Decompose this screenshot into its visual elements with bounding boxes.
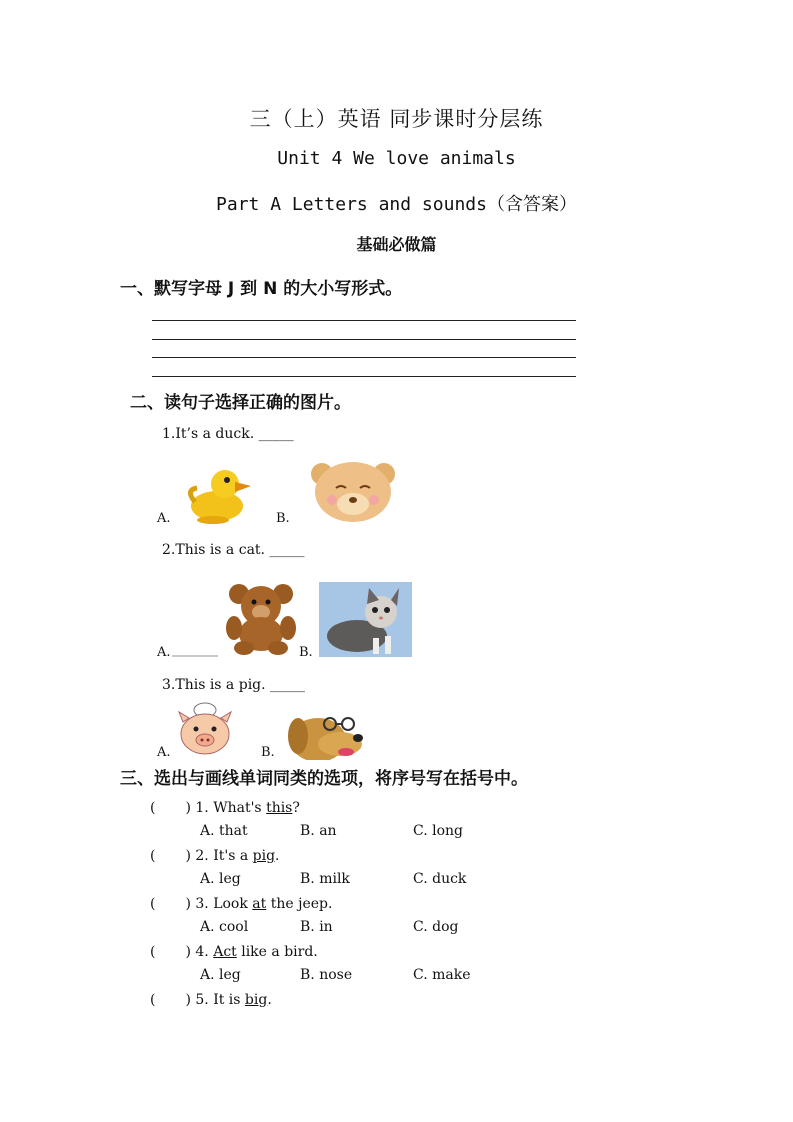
writing-line[interactable] [152, 339, 576, 340]
answer-option-c[interactable]: C. duck [413, 871, 467, 887]
level-title: 基础必做篇 [356, 235, 437, 254]
dog-photo[interactable] [284, 706, 366, 760]
question-1: 1.It’s a duck. _____ [162, 426, 294, 442]
choice-question [150, 896, 332, 912]
part-title [0, 190, 793, 216]
writing-line[interactable] [152, 357, 576, 358]
answer-paren-close: ) [185, 992, 191, 1008]
option-a-label: A. [157, 511, 171, 526]
answer-option-a[interactable]: A. cool [200, 919, 249, 935]
choice-question [150, 944, 318, 960]
question-prefix: 1. What's [195, 800, 267, 816]
answer-option-b[interactable]: B. an [300, 823, 337, 839]
answer-option-c[interactable]: C. long [413, 823, 463, 839]
question-prefix: 4. [195, 944, 214, 960]
answer-option-b[interactable]: B. nose [300, 967, 353, 983]
divider [172, 655, 218, 657]
kitten-photo[interactable] [319, 582, 412, 657]
question-suffix: like a bird. [236, 944, 318, 960]
answer-option-a[interactable]: A. leg [200, 871, 241, 887]
option-b-label: B. [276, 511, 290, 526]
bear-cartoon-image[interactable] [308, 456, 398, 524]
pig-cartoon-image[interactable] [175, 700, 235, 758]
question-suffix: . [275, 848, 280, 864]
answer-paren-close: ) [185, 944, 191, 960]
question-3: 3.This is a pig. _____ [162, 677, 306, 693]
underlined-word: pig [252, 848, 276, 864]
underlined-word: at [252, 896, 267, 912]
answer-option-a[interactable]: A. leg [200, 967, 241, 983]
answer-paren-open[interactable]: ( [150, 800, 156, 816]
question-suffix: . [267, 992, 272, 1008]
question-prefix: 3. Look [195, 896, 253, 912]
question-suffix: the jeep. [266, 896, 333, 912]
question-suffix: ? [292, 800, 300, 816]
answer-paren-open[interactable]: ( [150, 896, 156, 912]
question-prefix: 2. It's a [195, 848, 253, 864]
answer-option-b[interactable]: B. in [300, 919, 333, 935]
answer-option-b[interactable]: B. milk [300, 871, 350, 887]
underlined-word: this [266, 800, 293, 816]
section3-title: 三、选出与画线单词同类的选项，将序号写在括号中。 [120, 769, 528, 789]
part-label: Part A Letters and sounds [216, 194, 487, 215]
question-2: 2.This is a cat. _____ [162, 542, 305, 558]
option-a-label: A. [157, 645, 171, 660]
underlined-word: big [244, 992, 268, 1008]
writing-line[interactable] [152, 376, 576, 377]
answer-paren-close: ) [185, 896, 191, 912]
answer-option-c[interactable]: C. dog [413, 919, 459, 935]
option-b-label: B. [261, 745, 275, 760]
section1-title: 一、默写字母 J 到 N 的大小写形式。 [120, 279, 403, 299]
answer-paren-open[interactable]: ( [150, 992, 156, 1008]
answer-paren-open[interactable]: ( [150, 944, 156, 960]
writing-line[interactable] [152, 320, 576, 321]
answer-paren-close: ) [185, 800, 191, 816]
unit-title: Unit 4 We love animals [277, 148, 516, 169]
answer-option-c[interactable]: C. make [413, 967, 471, 983]
answer-paren-open[interactable]: ( [150, 848, 156, 864]
duck-image[interactable] [183, 466, 251, 524]
question-prefix: 5. It is [195, 992, 245, 1008]
option-a-label: A. [157, 745, 171, 760]
choice-question [150, 800, 300, 816]
page-title: 三（上）英语 同步课时分层练 [249, 107, 544, 131]
choice-question [150, 848, 280, 864]
answer-paren-close: ) [185, 848, 191, 864]
section2-title: 二、读句子选择正确的图片。 [130, 393, 351, 413]
part-suffix: （含答案） [486, 194, 577, 215]
teddy-bear-image[interactable] [222, 580, 300, 656]
answer-option-a[interactable]: A. that [200, 823, 248, 839]
option-b-label: B. [299, 645, 313, 660]
choice-question [150, 992, 272, 1008]
underlined-word: Act [213, 944, 237, 960]
